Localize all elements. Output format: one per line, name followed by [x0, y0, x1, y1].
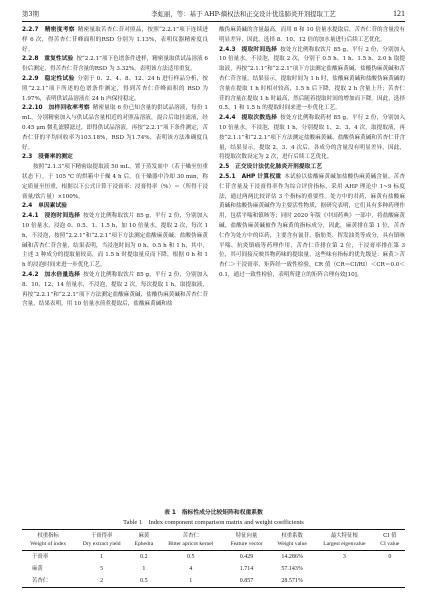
table-cell: 3	[342, 554, 346, 560]
comparison-table	[22, 529, 405, 588]
journal-issue: 第3期	[22, 10, 39, 18]
table-cell: 1	[159, 575, 223, 588]
table-cell: 2	[74, 575, 129, 588]
table-cell: 1	[142, 566, 146, 572]
subsection-heading: 2.4.2 加水倍量选择	[22, 271, 81, 278]
section-heading: 2.3 浸膏率的测定	[22, 154, 73, 161]
subsection-heading: 2.2.9 稳定性试验	[22, 75, 75, 82]
paragraph	[22, 75, 208, 104]
table-header-zh	[22, 530, 405, 541]
section-heading: 2.4 单因素试验	[22, 203, 68, 210]
paragraph	[22, 212, 208, 271]
right-column	[219, 26, 405, 281]
table-cell: 0.429	[239, 554, 254, 560]
table-cell: 14.286%	[281, 554, 303, 560]
paragraph	[219, 46, 405, 115]
table-cell: 0.2	[140, 554, 148, 560]
column-header-en: Dry extract yield	[74, 540, 129, 551]
paragraph-text: 酸伪麻黄碱的含量最高，而用 8 和 10 倍量水提取后，苦杏仁苷的含量没有明显差异，因此，选择 8、10、12 倍的加水量进行后续工艺优化。	[219, 27, 405, 43]
table-cell: 苦杏仁	[22, 575, 74, 588]
column-header: 权重指标	[22, 530, 74, 541]
table-row	[22, 563, 405, 575]
paragraph-text: 按处方比例称取饮片 85 g，平行 2 份，分别加入 10 倍量水，不浸泡，提取 2 次，分别于 0.5 h、1 h、1.5 h、2.0 h 取提取液，再按“2.1.1”和“2.2.1”项下方法测定盐酸麻黄碱、盐酸伪麻黄碱和苦杏仁苷含量。结果显示，提取时间为 1 h 时，盐酸麻黄碱和盐酸伪麻黄碱的含量在提取 1 h 时相对较高，1.5 h 后下降，提取 2 h 含量上升；苦杏仁苷的含量在提取 1 h 时最高，然后随着提取时间的增加而下降。因此，选择 0.5、1 和 1.5 h 的提取时间来进一步优化工艺。	[219, 46, 405, 112]
table-cell	[314, 563, 375, 575]
paragraph-text: 按处方比例称取饮片 85 g，平行 2 份，分别加入 10 倍量水，浸泡 0、0.5、1、1.5 h，加 10 倍量水，提取 2 次，每次 1 h，不浸泡，按照“2.2.1”和“2.2.1”项下方法测定盐酸麻黄碱、盐酸伪麻黄碱和苦杏仁苷含量，结果表明，当浸泡时间为 0 h、0.5 h 和 1 h，其中，主述 3 种成分的提取量较高，而 1.5 h 时提取量反而下降，根据 0 h 和 1 h 的浸泡时间来进一步优化工艺。	[22, 213, 208, 269]
column-header-en: Weight of index	[22, 540, 74, 551]
table-cell: 1	[100, 554, 104, 560]
table-caption-en: Table 1 Index component comparison matrix and weight coefficients	[123, 519, 304, 526]
paragraph-text: 精密量取 6 份已知含量的供试品溶液，每份 1 mL，分别精密加入与供试品含量相近的对照品溶液，混合后取挂滤液，经 0.45 μm 微孔滤膜滤过，即得供试品溶液，再按“2.2.1”项下条件测定，苦杏仁苷的平均回收率为103.18%，RSD 为1.74%，表明该方法准确度良好。	[22, 105, 208, 151]
column-header: 最大特征根	[314, 530, 375, 541]
paragraph	[22, 271, 208, 310]
paragraph-text: 本试验以盐酸麻黄碱加盐酸伪麻黄碱含量、苦杏仁苷含量及干浸膏得率作为综合评价指标，采用 AHP 理论中 1~9 标度法，通过两两比较评估 3 个指标的重要性。处方中的君药，麻黄有盐酸麻黄碱和盐酸伪麻黄碱作为主要活性物质，据研究表明，它们具有多种药理作用，包括平喘和镇咳等；同时 2020 年版《中国药典》一部中，将盐酸麻黄碱、盐酸伪麻黄碱被作为麻黄的指标成分，因此，麻黄排在第 1 位，苦杏仁作为处方中的臣药，主要含有氰苷、脂肪类、挥发油类等成分，具有镇咳平喘、抗炎镇痛等药理作用，苦杏仁苷排在第 2 位，干浸膏率排在第 3 位，其可间接反映其物药味的提取量，这些味有指标的优先级是：麻黄＞苦杏仁＞干浸膏率，矩阵经一致性检验，CR 值（CR＝CI/RI）＜CR＝0.0＜0.1，通过一致性检验，表明所建立的矩阵合理有效[10]。	[219, 173, 405, 278]
subsection-heading: 2.2.8 重复性试验	[22, 56, 74, 63]
subsection-heading: 2.4.4 提取次数选择	[219, 115, 278, 122]
table-caption-zh: 表 1 指标性成分比较矩阵和权重系数	[164, 510, 263, 516]
paragraph-text: 按处方比例称取药材 85 g，平行 2 份，分别加入 10 倍量水，不浸泡，提取 1 h，分别提取 1、2、3、4 次，取提取液，再按“2.1.1”和“2.2.1”项下方法测定盐酸麻黄碱、盐酸伪麻黄碱和苦杏仁苷含量，结果显示，提取 2、3、4 次后，各成分的含量没有明显差异，因此，将提取次数设定为 2 次，进行后续工艺优化。	[219, 115, 405, 161]
table-cell	[375, 575, 405, 588]
table-cell: 0.5	[187, 554, 195, 560]
subsection-heading: 2.4.1 浸泡时间选择	[22, 213, 81, 220]
table-cell: 57.143%	[281, 566, 303, 572]
table-cell	[375, 563, 405, 575]
page-number: 121	[393, 9, 405, 18]
subsection-heading: 2.5.1 AHP 计算权重	[219, 173, 282, 180]
column-header: 苦杏仁	[159, 530, 223, 541]
table-body	[22, 551, 405, 588]
subsection-heading: 2.2.10 加样回收率考察	[22, 105, 90, 112]
column-header: 权重系数	[270, 530, 314, 541]
table-cell: 0.5	[129, 575, 159, 588]
header-rule	[22, 21, 405, 22]
paragraph	[22, 163, 208, 202]
column-header-en: Weight value	[270, 540, 314, 551]
column-header: CI 值	[375, 530, 405, 541]
paragraph-text: 精密量取苦杏仁苷对照品，按照“2.2.1”项下连续进样 6 次，得苦杏仁苷峰面积的RSD 分别为 1.13%，表明仪器精密度良好。	[22, 27, 208, 53]
paragraph-text: 按照“2.1.3”项下精密取提取液 50 mL，置于蒸发皿中（若干燥至恒重状态下），于 105 ℃ 的烘箱中干燥 4 h 后，在干燥器中冷却 30 min，称定质量至恒重，根据以下公式计算干浸膏率：浸膏得率（%）＝（所得干浸膏量/饮片量）×100%。	[22, 164, 208, 200]
subsection-heading: 2.4.3 提取时间选择	[219, 46, 278, 53]
column-header-en: Bitter apricot kernel	[159, 540, 223, 551]
column-header: 特征向量	[223, 530, 270, 541]
table-cell: 麻黄	[32, 566, 43, 572]
paragraph-text: 分别于 0、2、4、8、12、24 h 进行样品分析，按照“2.2.1”项下所述的色谱条件测定，得到苦杏仁苷峰面积的 RSD 为 1.97%，表明供试品溶液在 24 h 内保持稳定。	[22, 75, 208, 102]
column-header: 干膏得率	[74, 530, 129, 541]
table-cell	[314, 575, 375, 588]
paragraph	[219, 173, 405, 281]
table-block	[22, 509, 405, 588]
section-heading: 2.5 正交设计法优化肺炎开剂提取工艺	[219, 164, 323, 171]
table-cell: 5	[100, 566, 104, 572]
paragraph-text: 按“2.2.1”项下色谱条件进样，精密量取供试品溶液 6 份后测定，得苦杏仁苷含量的RSD 为 3.32%，表明该方法适用重复。	[22, 56, 208, 73]
left-column	[22, 26, 208, 310]
table-header-en	[22, 540, 405, 551]
table-row	[22, 575, 405, 588]
paragraph	[22, 55, 208, 75]
paragraph	[22, 104, 208, 153]
table-cell: 4	[189, 566, 193, 572]
table-cell: 28.571%	[270, 575, 314, 588]
column-header-en: Ephedra	[129, 540, 159, 551]
table-cell: 1.714	[239, 566, 254, 572]
paragraph	[22, 26, 208, 55]
paragraph	[219, 114, 405, 163]
table-row	[22, 551, 405, 564]
paragraph-text: 按处方比例称取饮片 85 g，平行 2 份，分别加入 8、10、12、14 倍量水，不浸泡，提取 2 次，每次提取 1 h，取提取液，再按“2.2.1”和“2.2.1”项下方法测定盐酸麻黄碱、盐酸伪麻黄碱和苦杏仁苷含量，结果表明，用 10 倍量水煎煮提取后，盐酸麻黄碱和盐	[22, 271, 208, 308]
table-cell: 0	[388, 554, 392, 560]
paragraph	[219, 26, 405, 46]
column-header-en: Largest eigenvalue	[314, 540, 375, 551]
column-header-en: Feature vector	[223, 540, 270, 551]
table-cell: 0.857	[223, 575, 270, 588]
running-title: 李虹丽，等：基于 AHP-熵权法和正交设计优选肺炎开剂提取工艺	[151, 10, 336, 18]
column-header-en: CI value	[375, 540, 405, 551]
column-header: 麻黄	[129, 530, 159, 541]
subsection-heading: 2.2.7 精密度考察	[22, 27, 75, 33]
running-header	[22, 8, 405, 20]
table-cell: 干膏率	[32, 554, 49, 560]
